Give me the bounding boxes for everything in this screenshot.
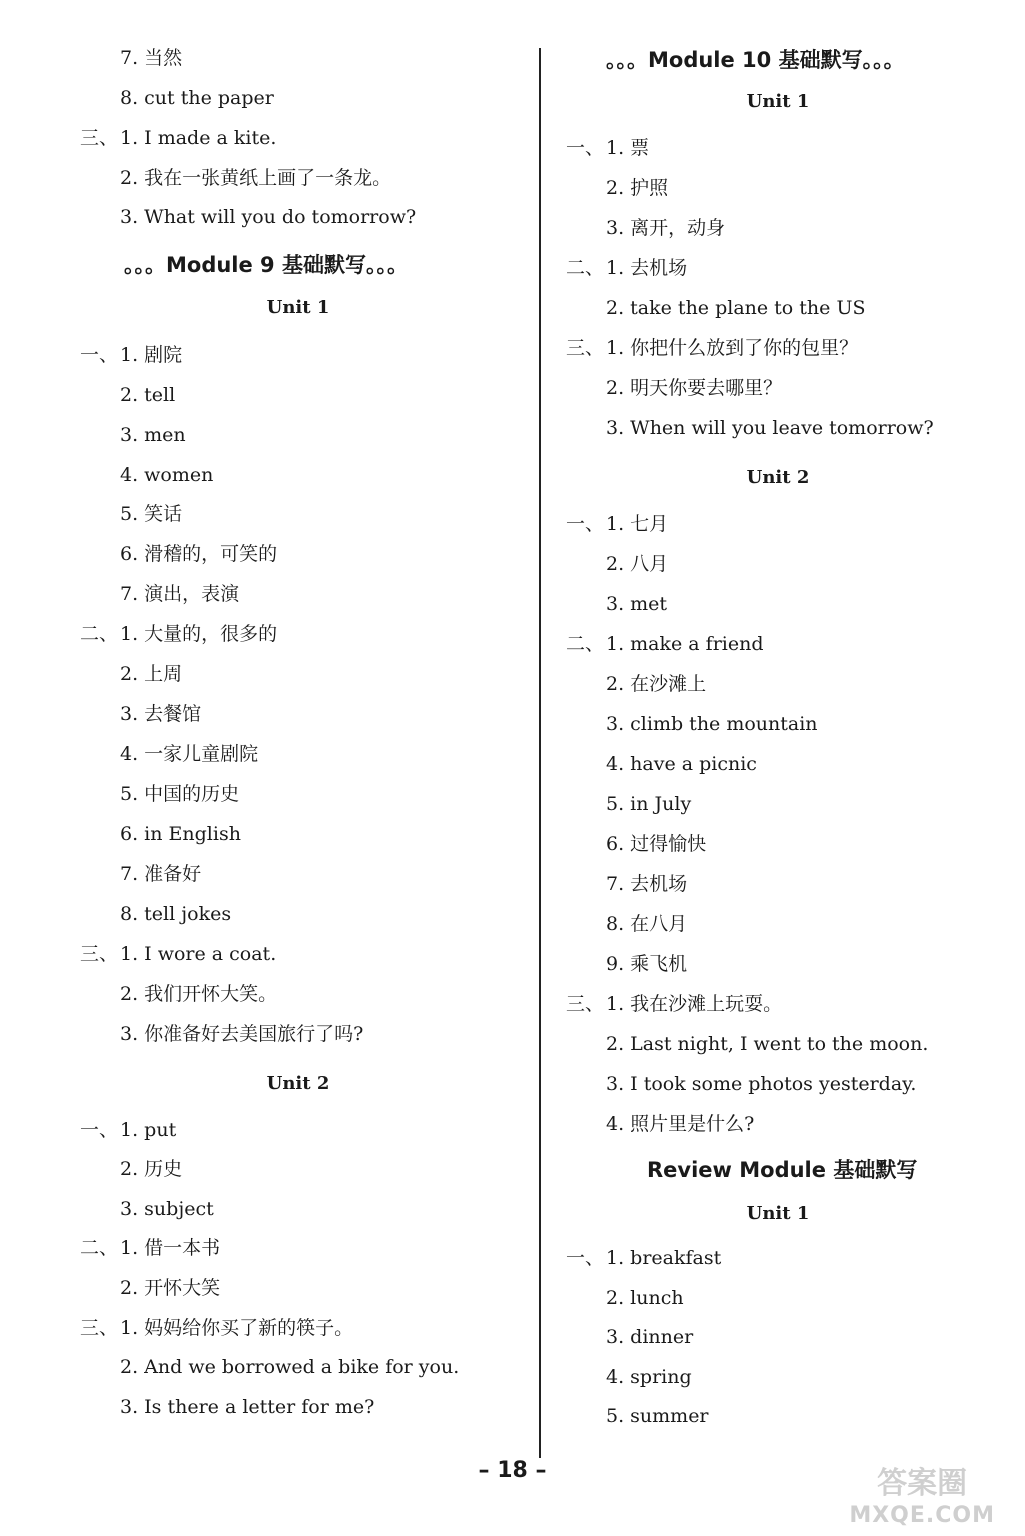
section-marker: 三、	[566, 993, 605, 1015]
module-10-heading: 。。。Module 10 基础默写。。。	[606, 48, 905, 72]
watermark-title: 答案圈	[877, 1466, 968, 1501]
section-marker: 一、	[566, 513, 605, 535]
list-item: 2. 我在一张黄纸上画了一条龙。	[120, 167, 392, 189]
section-marker: 一、	[566, 1247, 605, 1269]
section-marker: 一、	[80, 344, 119, 366]
unit-heading: Unit 1	[746, 1203, 810, 1224]
list-item: 2. lunch	[606, 1287, 684, 1309]
list-item: 3. Is there a letter for me?	[120, 1396, 375, 1418]
list-item: 2. 在沙滩上	[606, 673, 707, 695]
list-item: 3. dinner	[606, 1326, 694, 1348]
list-item: 1. put	[120, 1119, 177, 1141]
list-item: 1. 妈妈给你买了新的筷子。	[120, 1317, 354, 1339]
column-divider	[539, 48, 541, 1458]
unit-heading: Unit 2	[746, 467, 810, 488]
section-marker: 二、	[566, 257, 605, 279]
list-item: 1. 剧院	[120, 344, 183, 366]
list-item: 5. 笑话	[120, 503, 183, 525]
list-item: 3. I took some photos yesterday.	[606, 1073, 917, 1095]
list-item: 3. subject	[120, 1198, 214, 1220]
unit-heading: Unit 2	[266, 1073, 330, 1094]
list-item: 3. When will you leave tomorrow?	[606, 417, 934, 439]
list-item: 2. Last night, I went to the moon.	[606, 1033, 929, 1055]
list-item: 5. summer	[606, 1405, 709, 1427]
list-item: 4. women	[120, 464, 214, 486]
list-item: 6. 过得愉快	[606, 833, 707, 855]
section-marker: 二、	[80, 623, 119, 645]
list-item: 2. 护照	[606, 177, 669, 199]
list-item: 1. 七月	[606, 513, 669, 535]
list-item: 6. in English	[120, 823, 241, 845]
list-item: 4. spring	[606, 1366, 692, 1388]
list-item: 3. What will you do tomorrow?	[120, 206, 417, 228]
list-item: 2. 我们开怀大笑。	[120, 983, 278, 1005]
section-marker: 二、	[566, 633, 605, 655]
list-item: 4. 照片里是什么?	[606, 1113, 755, 1135]
list-item: 7. 演出，表演	[120, 583, 240, 605]
list-item: 1. breakfast	[606, 1247, 722, 1269]
section-marker: 一、	[80, 1119, 119, 1141]
list-item: 4. 一家儿童剧院	[120, 743, 259, 765]
section-marker: 三、	[80, 127, 119, 149]
list-item: 1. 票	[606, 137, 650, 159]
list-item: 5. in July	[606, 793, 692, 815]
list-item: 1. 我在沙滩上玩耍。	[606, 993, 783, 1015]
list-item: 5. 中国的历史	[120, 783, 240, 805]
list-item: 1. 去机场	[606, 257, 688, 279]
list-item: 4. have a picnic	[606, 753, 757, 775]
list-item: 7. 去机场	[606, 873, 688, 895]
list-item: 2. 明天你要去哪里？	[606, 377, 783, 399]
list-item: 3. climb the mountain	[606, 713, 818, 735]
watermark-url: MXQE.COM	[849, 1503, 995, 1528]
list-item: 3. 你准备好去美国旅行了吗?	[120, 1023, 364, 1045]
list-item: 7. 当然	[120, 47, 183, 69]
list-item: 3. men	[120, 424, 186, 446]
section-marker: 三、	[566, 337, 605, 359]
section-marker: 三、	[80, 1317, 119, 1339]
list-item: 2. 开怀大笑	[120, 1277, 221, 1299]
list-item: 1. 你把什么放到了你的包里？	[606, 337, 859, 359]
list-item: 2. take the plane to the US	[606, 297, 866, 319]
list-item: 3. 离开，动身	[606, 217, 726, 239]
list-item: 8. tell jokes	[120, 903, 232, 925]
list-item: 2. 上周	[120, 663, 183, 685]
module-9-heading: 。。。Module 9 基础默写。。。	[124, 253, 408, 277]
watermark	[849, 1468, 995, 1532]
list-item: 2. 八月	[606, 553, 669, 575]
unit-heading: Unit 1	[266, 297, 330, 318]
list-item: 7. 准备好	[120, 863, 202, 885]
list-item: 1. 借一本书	[120, 1237, 221, 1259]
list-item: 6. 滑稽的，可笑的	[120, 543, 278, 565]
list-item: 9. 乘飞机	[606, 953, 688, 975]
list-item: 3. 去餐馆	[120, 703, 202, 725]
unit-heading: Unit 1	[746, 91, 810, 112]
list-item: 8. cut the paper	[120, 87, 274, 109]
review-module-heading: Review Module 基础默写	[647, 1158, 918, 1182]
list-item: 2. And we borrowed a bike for you.	[120, 1356, 460, 1378]
list-item: 3. met	[606, 593, 668, 615]
section-marker: 二、	[80, 1237, 119, 1259]
list-item: 2. 历史	[120, 1158, 183, 1180]
list-item: 1. I made a kite.	[120, 127, 277, 149]
list-item: 2. tell	[120, 384, 176, 406]
list-item: 1. make a friend	[606, 633, 764, 655]
section-marker: 三、	[80, 943, 119, 965]
page-number: – 18 –	[478, 1458, 547, 1483]
section-marker: 一、	[566, 137, 605, 159]
list-item: 8. 在八月	[606, 913, 688, 935]
list-item: 1. I wore a coat.	[120, 943, 277, 965]
list-item: 1. 大量的，很多的	[120, 623, 278, 645]
